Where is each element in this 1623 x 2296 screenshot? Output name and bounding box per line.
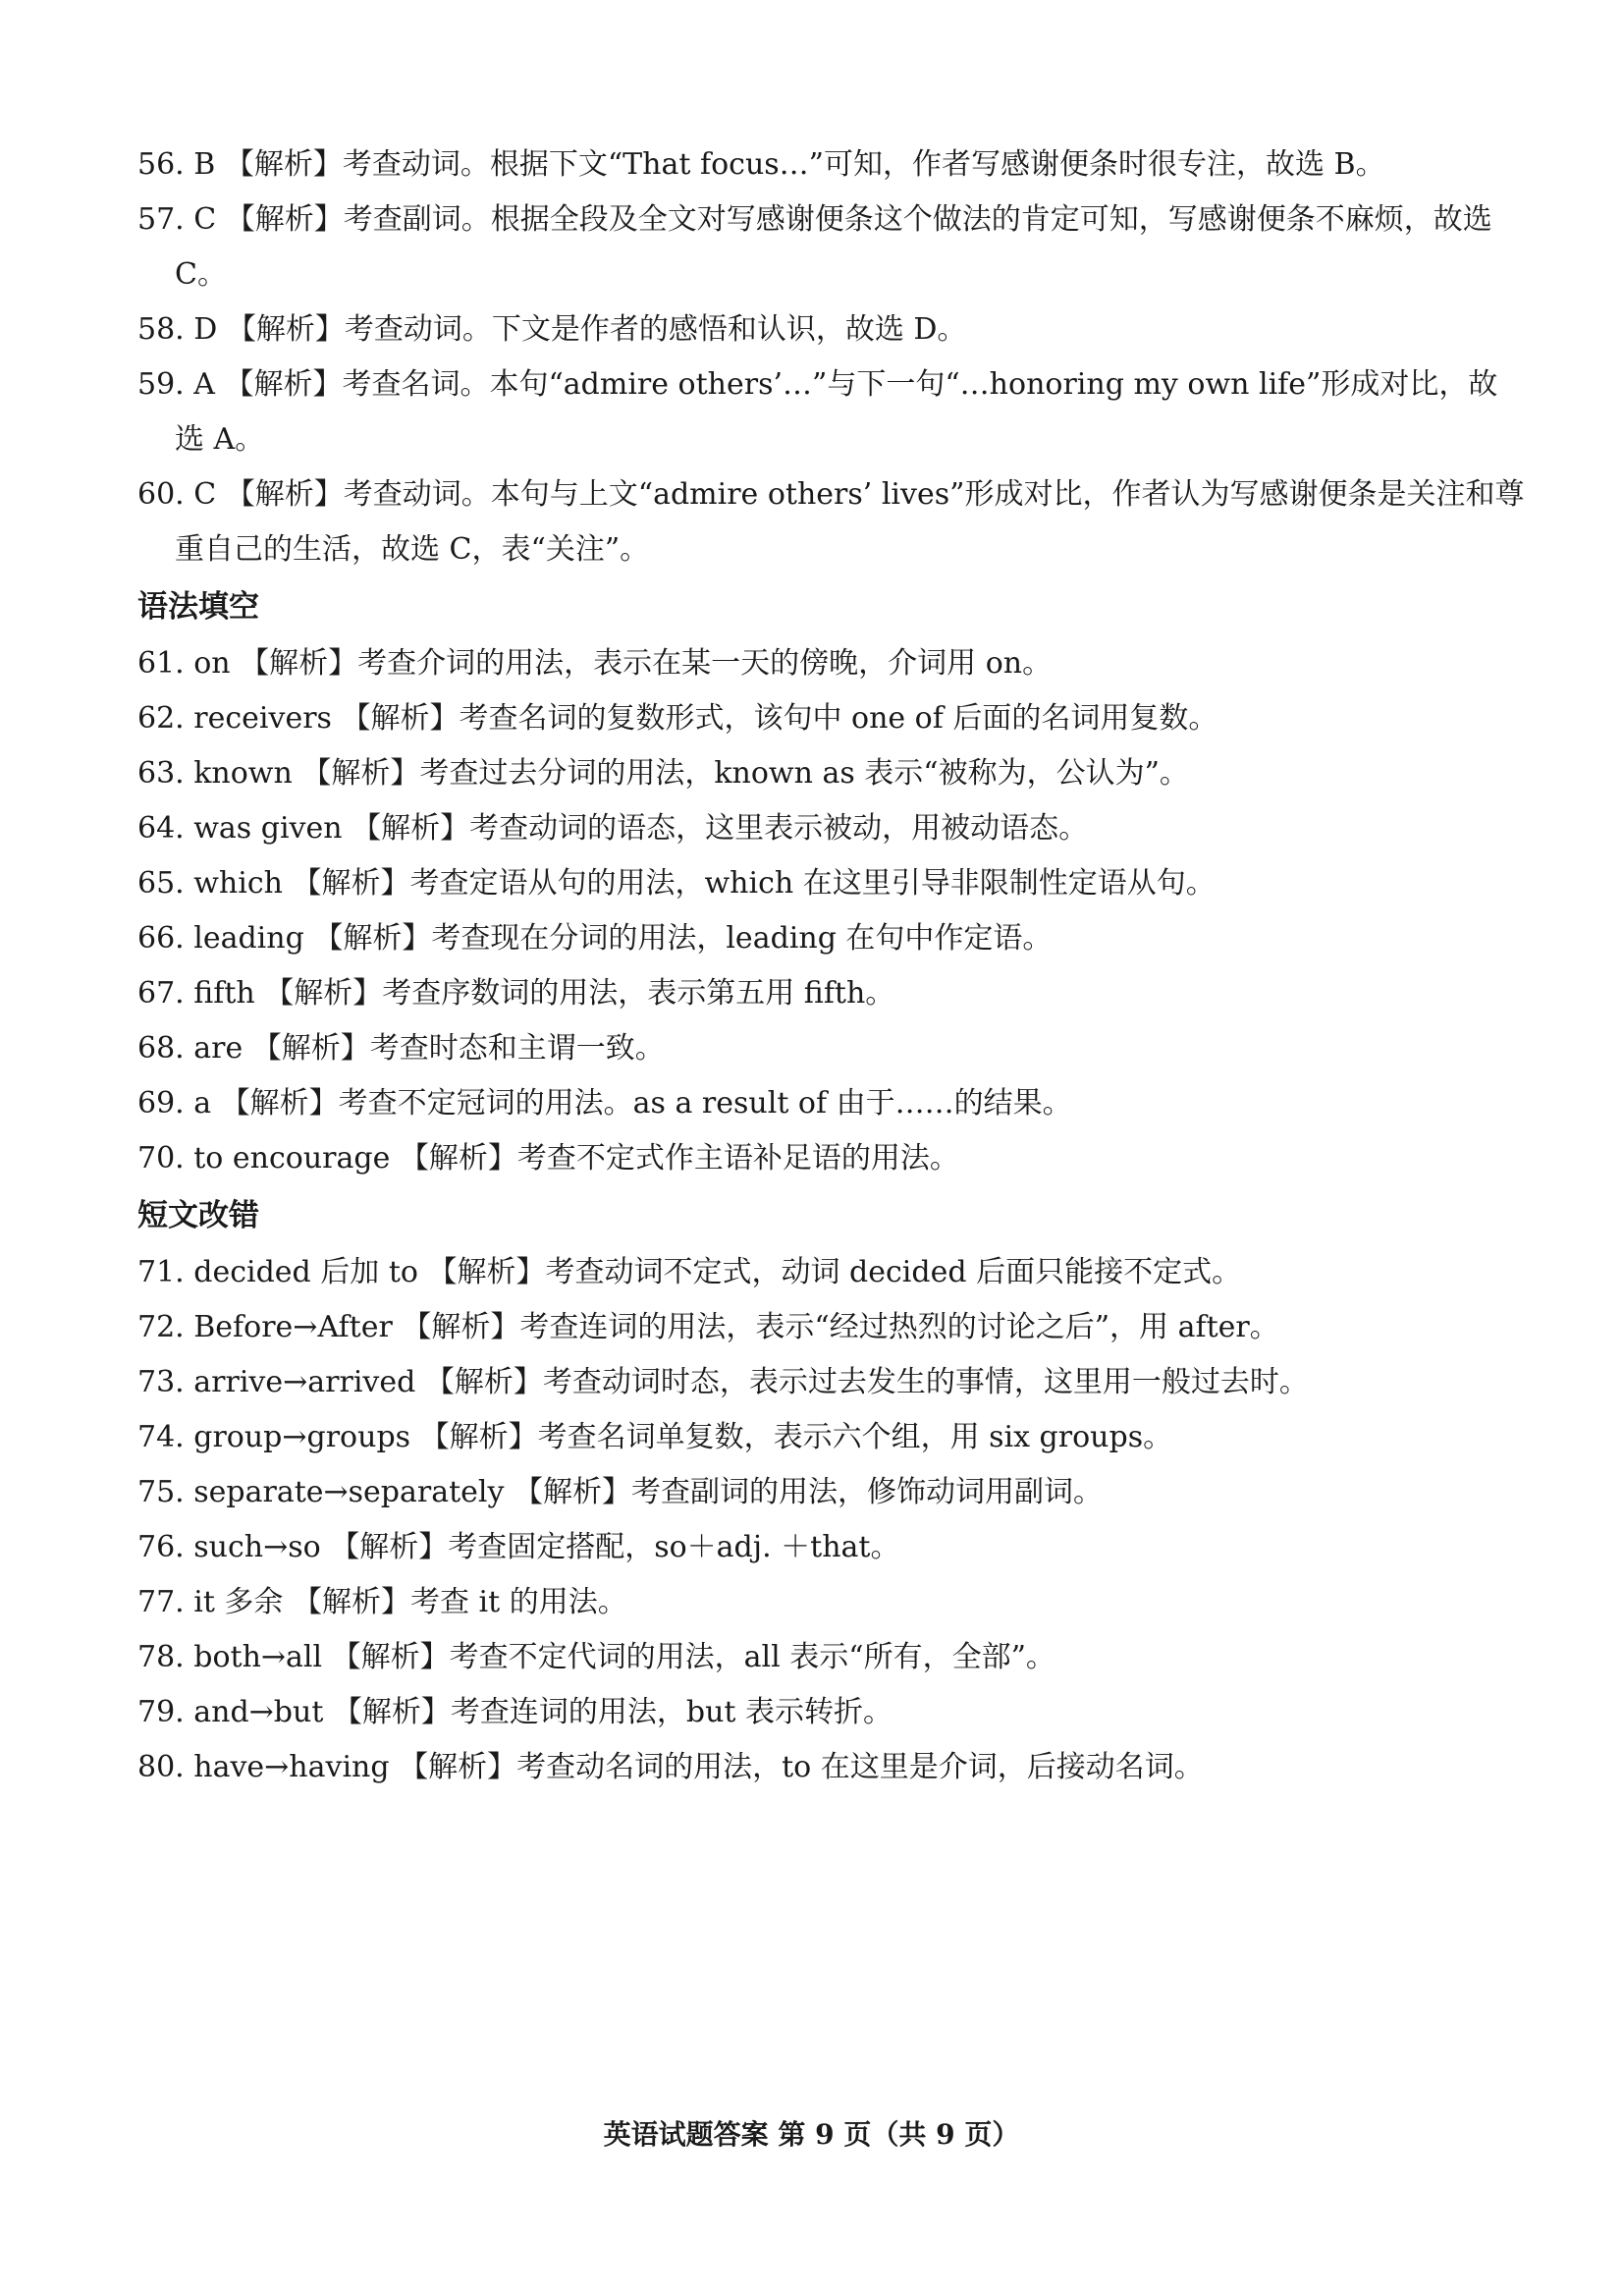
answer-item-67: 67. fifth 【解析】考查序数词的用法，表示第五用 fifth。 [137, 976, 895, 1011]
answer-item-65: 65. which 【解析】考查定语从句的用法，which 在这里引导非限制性定语从句。 [137, 866, 1216, 901]
answer-item-80: 80. have→having 【解析】考查动名词的用法，to 在这里是介词，后接动名词。 [137, 1750, 1204, 1784]
answer-item-72: 72. Before→After 【解析】考查连词的用法，表示“经过热烈的讨论之后”，用 after。 [137, 1310, 1279, 1344]
answer-item-79: 79. and→but 【解析】考查连词的用法，but 表示转折。 [137, 1695, 893, 1729]
answer-item-76: 76. such→so 【解析】考查固定搭配，so＋adj. ＋that。 [137, 1530, 900, 1564]
page-footer: 英语试题答案 第 9 页（共 9 页） [603, 2118, 1020, 2151]
answer-item-63: 63. known 【解析】考查过去分词的用法，known as 表示“被称为，公认为”。 [137, 756, 1189, 791]
answer-item-69: 69. a 【解析】考查不定冠词的用法。as a result of 由于……的结果。 [137, 1086, 1072, 1121]
answer-block-grammar [137, 636, 1525, 1186]
answer-item-77: 77. it 多余 【解析】考查 it 的用法。 [137, 1585, 627, 1619]
answer-item-78: 78. both→all 【解析】考查不定代词的用法，all 表示“所有，全部”。 [137, 1640, 1055, 1674]
answer-item-59: 59. A 【解析】考查名词。本句“admire others’…”与下一句“…honoring my own life”形成对比，故选 A。 [137, 367, 1498, 457]
answer-item-64: 64. was given 【解析】考查动词的语态，这里表示被动，用被动语态。 [137, 811, 1089, 846]
answer-item-57: 57. C 【解析】考查副词。根据全段及全文对写感谢便条这个做法的肯定可知，写感谢便条不麻烦，故选 C。 [137, 202, 1492, 292]
answer-item-56: 56. B 【解析】考查动词。根据下文“That focus…”可知，作者写感谢便条时很专注，故选 B。 [137, 147, 1385, 182]
section-title-grammar: 语法填空 [137, 589, 259, 625]
answer-item-58: 58. D 【解析】考查动词。下文是作者的感悟和认识，故选 D。 [137, 312, 967, 347]
answer-item-70: 70. to encourage 【解析】考查不定式作主语补足语的用法。 [137, 1141, 959, 1175]
answer-item-62: 62. receivers 【解析】考查名词的复数形式，该句中 one of 后面的名词用复数。 [137, 701, 1218, 736]
answer-item-60: 60. C 【解析】考查动词。本句与上文“admire others’ lives”形成对比，作者认为写感谢便条是关注和尊重自己的生活，故选 C，表“关注”。 [137, 477, 1525, 567]
answer-item-68: 68. are 【解析】考查时态和主谓一致。 [137, 1031, 665, 1066]
section-title-correction: 短文改错 [137, 1198, 259, 1233]
answer-item-73: 73. arrive→arrived 【解析】考查动词时态，表示过去发生的事情，这里用一般过去时。 [137, 1365, 1309, 1399]
answer-block-correction [137, 1245, 1525, 1795]
answer-block-cloze [137, 137, 1525, 577]
answer-item-74: 74. group→groups 【解析】考查名词单复数，表示六个组，用 six groups。 [137, 1420, 1173, 1454]
answer-item-71: 71. decided 后加 to 【解析】考查动词不定式，动词 decided 后面只能接不定式。 [137, 1255, 1242, 1289]
answer-item-61: 61. on 【解析】考查介词的用法，表示在某一天的傍晚，介词用 on。 [137, 646, 1053, 681]
answer-item-75: 75. separate→separately 【解析】考查副词的用法，修饰动词用副词。 [137, 1475, 1104, 1509]
answer-item-66: 66. leading 【解析】考查现在分词的用法，leading 在句中作定语。 [137, 921, 1053, 956]
